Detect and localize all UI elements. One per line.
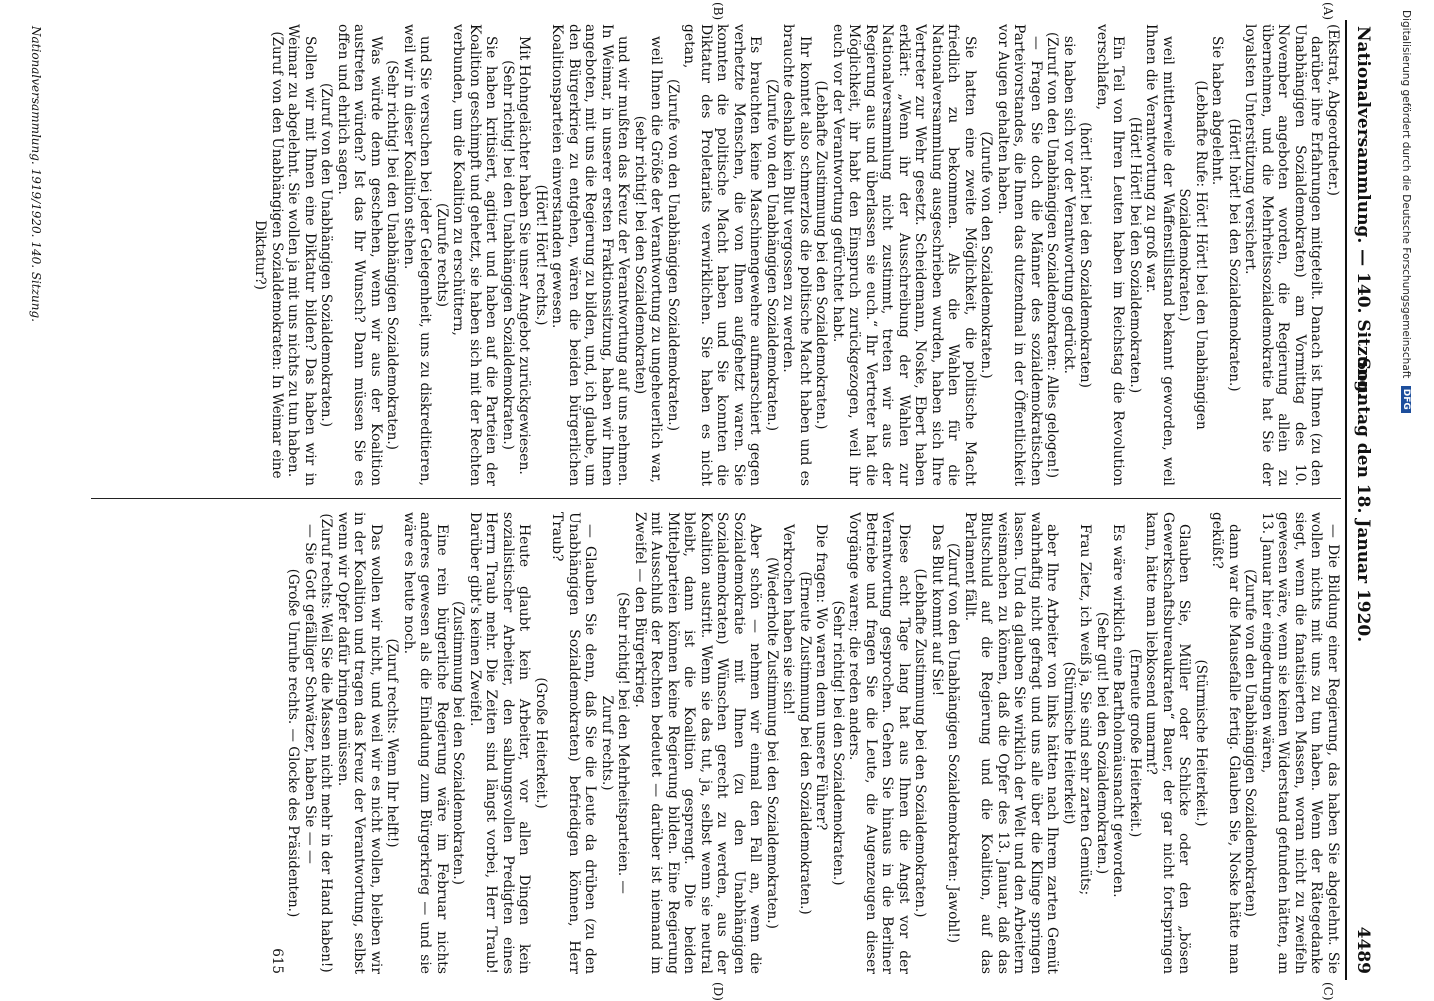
speech-paragraph: — Glauben Sie denn, daß Sie die Leute da drüben (zu den Unabhängigen Sozialdemokraten) befriedigen können, Herr Traub? (549, 512, 599, 974)
speech-paragraph: sie haben sich vor der Verantwortung gedrückt. (1061, 36, 1077, 374)
speech-paragraph: darüber ihre Erfahrungen mitgeteilt. Danach ist Ihnen (zu den Unabhängigen Sozialdemokraten) am Vormittag des 10. November angeboten worden, die Regierung allein zu übernehmen, und die Mehrheitssozialdemokratie hat Sie der loyalsten Unterstützung versichert. (1242, 24, 1325, 486)
speech-paragraph: aber Ihre Arbeiter von links hätten nach Ihrem zarten Gemüt wahrhaftig nicht gefragt und uns alle über die Klinge springen lassen. Und da glauben Sie wirklich der Welt und den Arbeitern weismachen zu können, daß die Opfer des 13. Januar, daß das Blutschuld auf die Regierung und die Koalition, auf das Parlament fällt. (962, 512, 1061, 974)
interjection: (Sehr richtig! bei den Mehrheitsparteien. — (615, 592, 632, 894)
speech-paragraph: Mit Hohngelächter haben Sie unser Angebot zurückgewiesen. (516, 36, 533, 475)
interjection: Zuruf rechts.) (599, 695, 615, 791)
speech-paragraph: dann war die Mausefalle fertig. Glauben Sie, Noske hätte man geküßt? (1209, 512, 1242, 974)
credit-text: Digitalisierung gefördert durch die Deutsche Forschungsgemeinschaft (1400, 10, 1412, 379)
interjection: (Zuruf rechts: Wenn Ihr helft!) (384, 638, 401, 848)
header-left: Nationalversammlung. — 140. Sitzung. (1353, 26, 1373, 399)
speech-paragraph: — Fragen Sie doch die Männer des sozialdemokratischen Parteivorstandes, die Ihnen das dutzendmal in der Öffentlichkeit vor Augen gehalten haben. (995, 24, 1044, 486)
speech-paragraph: Die fragen: Wo waren denn unsere Führer? (813, 524, 830, 831)
page-footer: Nationalversammlung. 1919/1920. 140. Sitzung. (29, 26, 43, 322)
right-column (51, 512, 1341, 974)
interjection: (hört! hört! bei den Sozialdemokraten) (1077, 122, 1094, 388)
interjection: (Sehr gut! bei den Sozialdemokraten.) (1094, 611, 1110, 875)
interjection: (sehr richtig! bei den Sozialdemokraten) (632, 115, 648, 395)
speech-paragraph: Frau Zietz, ich weiß ja, Sie sind sehr zarten Gemüts; (1077, 524, 1094, 896)
margin-mark-a: (A) (1321, 2, 1335, 21)
interjection: (Hört! hört! bei den Sozialdemokraten.) (1226, 118, 1242, 392)
speech-paragraph: Das wollen wir nicht, und weil wir es nicht wollen, bleiben wir in der Koalition und tragen das Kreuz der Verantwortung, selbst wenn wir Opfer dafür bringen müssen. (335, 512, 384, 974)
speech-paragraph: Aber schön — nehmen wir einmal den Fall an, wenn die Sozialdemokratie mit Ihnen (zu den Unabhängigen Sozialdemokraten) Wünschen gerecht zu werden, aus der Koalition austritt. Wenn sie das tut, ja, selbst wenn sie neutral bleibt, dann ist die Koalition gesprengt. Die beiden Mittelparteien können keine Regierung bilden. Eine Regierung mit Ausschluß der Rechten bedeutet — darüber ist niemand im Zweifel — den Bürgerkrieg. (632, 512, 764, 974)
speech-paragraph: — Sie Gott gefälliger Schwätzer, haben Sie — — (302, 524, 318, 864)
interjection: (Sehr richtig! bei den Unabhängigen Sozialdemokraten.) (384, 60, 401, 450)
interjection: (Stürmische Heiterkeit) (1061, 661, 1077, 825)
interjection: (Erneute große Heiterkeit.) (1127, 648, 1143, 838)
interjection: (Stürmische Heiterkeit.) (1193, 659, 1209, 827)
speech-paragraph: Glauben Sie, Müller oder Schlicke oder den „bösen Gewerkschaftsbureaukraten“ Bauer, der gar nicht fortspringen kann, hätte man liebkosend umarmt? (1143, 512, 1193, 974)
header-date: Sonntag den 18. Januar 1920. (1353, 357, 1373, 643)
left-column (51, 24, 1341, 486)
margin-mark-c: (C) (1321, 982, 1335, 1001)
speech-paragraph: Ihr konntet also schmerzlos die politische Macht haben und es brauchte deshalb kein Blut vergossen zu werden. (780, 24, 813, 486)
speech-paragraph: weil Ihnen die Größe der Verantwortung zu ungeheuerlich war, (648, 36, 665, 484)
interjection: (Hört! Hört! bei den Sozialdemokraten.) (1127, 116, 1143, 394)
interjection: (Große Heiterkeit.) (533, 677, 549, 809)
interjection: (Lebhafte Zustimmung bei den Sozialdemokraten.) (912, 568, 929, 918)
speech-paragraph: Was würde denn geschehen, wenn wir aus der Koalition austreten würden? Ist das Ihr Wunsch? Dann müssen Sie es offen und ehrlich sagen. (335, 24, 384, 486)
signature-mark: 615 (269, 948, 285, 974)
interjection: (Zuruf von den Unabhängigen Sozialdemokraten: In Weimar eine Diktatur?) (252, 31, 285, 479)
speech-paragraph: Verkrochen haben sie sich! (780, 524, 797, 716)
speech-paragraph: Sie haben abgelehnt. (1209, 36, 1226, 186)
speech-paragraph: Sollen wir mit Ihnen eine Diktatur bilden? Das haben wir in Weimar zu abgelehnt. Sie wollen ja mit uns nichts zu tun haben. (285, 24, 318, 486)
interjection: (Zurufe von den Sozialdemokraten.) (978, 131, 995, 379)
speech-paragraph: Es brauchten keine Maschinengewehre aufmarschiert gegen verhetzte Menschen, die von Ihnen aufgehetzt waren. Sie konnten die politische Macht haben und Sie konnten die Diktatur des Proletariats verwirklichen. Sie haben es nicht getan, (681, 24, 764, 486)
interjection: (Sehr richtig! bei den Sozialdemokraten.) (830, 600, 846, 886)
margin-mark-b: (B) (711, 2, 725, 21)
speech-paragraph: Das Blut kommt auf Sie! (929, 524, 945, 697)
column-divider (91, 498, 1341, 499)
speech-paragraph: und wir mußten das Kreuz der Verantwortung auf uns nehmen. In Weimar, in unserer ersten Fraktionssitzung, haben wir Ihnen angeboten, mit uns die Regierung zu bilden, und, ich glaube, um den Bürgerkrieg zu entgehen, wären die beiden bürgerlichen Koalitionsparteien einverstanden gewesen. (549, 24, 632, 486)
document-page (5, 2, 1375, 1001)
margin-mark-d: (D) (711, 982, 725, 1001)
speech-paragraph: Es wäre wirklich eine Bartholomäusnacht geworden. (1110, 524, 1127, 898)
interjection: (Zuruf von den Unabhängigen Sozialdemokraten: Alles gelogen!) (1044, 32, 1061, 478)
interjection: (Erneute Zustimmung bei den Sozialdemokraten.) (797, 571, 813, 915)
speech-paragraph: Eine rein bürgerliche Regierung wäre im Februar nichts anderes gewesen als die Einladung zum Bürgerkrieg — und sie wäre es heute noch. (401, 512, 450, 974)
interjection: (Zuruf von den Unabhängigen Sozialdemokraten.) (318, 83, 335, 427)
dfg-badge: DFG (1401, 386, 1411, 413)
digitization-credit (1396, 10, 1412, 990)
page-header (1345, 20, 1375, 980)
interjection: (Lebhafte Zustimmung bei den Sozialdemokraten.) (813, 80, 830, 430)
interjection: (Zurufe rechts) (434, 202, 450, 308)
interjection: (Zurufe von den Unabhängigen Sozialdemokraten.) (665, 79, 681, 431)
interjection: (Sehr richtig! bei den Unabhängigen Sozialdemokraten.) (500, 60, 516, 450)
interjection: (Zurufe von den Unabhängigen Sozialdemokraten.) (764, 79, 780, 431)
speech-paragraph: Ein Teil von Ihren Leuten haben im Reichstag die Revolution verschlafen, (1094, 24, 1127, 486)
interjection: (Große Unruhe rechts. — Glocke des Präsidenten.) (285, 568, 302, 918)
speech-paragraph: weil mittlerweile der Waffenstillstand bekannt geworden, weil Ihnen die Verantwortung zu groß war. (1143, 24, 1176, 486)
speech-paragraph: Diese acht Tage lang hat aus Ihnen die Angst vor der Verantwortung gesprochen. Gehen Sie hinaus in die Berliner Betriebe und fragen Sie die Leute, die Augenzeugen dieser Vorgänge waren; die reden anders. (846, 512, 912, 974)
speech-paragraph: Heute glaubt kein Arbeiter, vor allen Dingen kein sozialistischer Arbeiter, den salbungsvollen Predigten eines Herrn Traub mehr. Die Zeiten sind längst vorbei, Herr Traub! Darüber gibt's keinen Zweifel. (467, 512, 533, 974)
speech-paragraph: und Sie versuchen bei jeder Gelegenheit, uns zu diskreditieren, weil wir in dieser Koalition stehen. (401, 24, 434, 486)
interjection: (Hört! Hört! rechts.) (533, 184, 549, 326)
interjection: (Zuruf von den Unabhängigen Sozialdemokraten: Jawohl!) (945, 542, 962, 944)
interjection: (Zurufe von den Unabhängigen Sozialdemokraten) (1242, 569, 1259, 917)
interjection: (Zustimmung bei den Sozialdemokraten.) (450, 601, 467, 885)
speech-paragraph: Sie hatten eine zweite Möglichkeit, die politische Macht friedlich zu bekommen. Als die Wahlen für die Nationalversammlung ausgeschrieben wurden, haben sich Ihre Vertreter zur Wehr gesetzt. Scheidemann, Noske, Ebert haben erklärt: „Wenn ihr der Ausschreibung der Wahlen zur Nationalversammlung nicht zustimmt, treten wir aus der Regierung aus und überlassen sie euch.“ Ihr Vertreter hat die Möglichkeit, ihr habt den Einspruch zurückgezogen, weil ihr euch vor der Verantwortung gefürchtet habt. (830, 24, 978, 486)
interjection: (Zuruf rechts: Weil Sie die Massen nicht mehr in der Hand haben!) (318, 513, 335, 973)
page-number: 4489 (1353, 926, 1373, 974)
interjection: (Lebhafte Rufe: Hört! Hört! bei den Unabhängigen Sozialdemokraten.) (1176, 80, 1209, 430)
speech-paragraph: Sie haben kritisiert, agitiert und haben auf die Parteien der Koalition geschimpft und gehetzt, sie haben sich mit der Rechten verbunden, um die Koalition zu erschüttern, (450, 24, 500, 486)
interjection: (Wiederholte Zustimmung bei den Sozialdemokraten.) (764, 557, 780, 929)
speech-paragraph: — Die Bildung einer Regierung, das haben Sie abgelehnt. Sie wollen nichts mit uns zu tun haben. Wenn der Rätegedanke siegt, wenn die fanatisierten Massen, woran nicht zu zweifeln gewesen wäre, wenn sie keinen Widerstand gefunden hätten, am 13. Januar hier eingedrungen wären, (1259, 512, 1341, 974)
speech-paragraph: (Ekstrat, Abgeordneter.) (1325, 24, 1341, 196)
